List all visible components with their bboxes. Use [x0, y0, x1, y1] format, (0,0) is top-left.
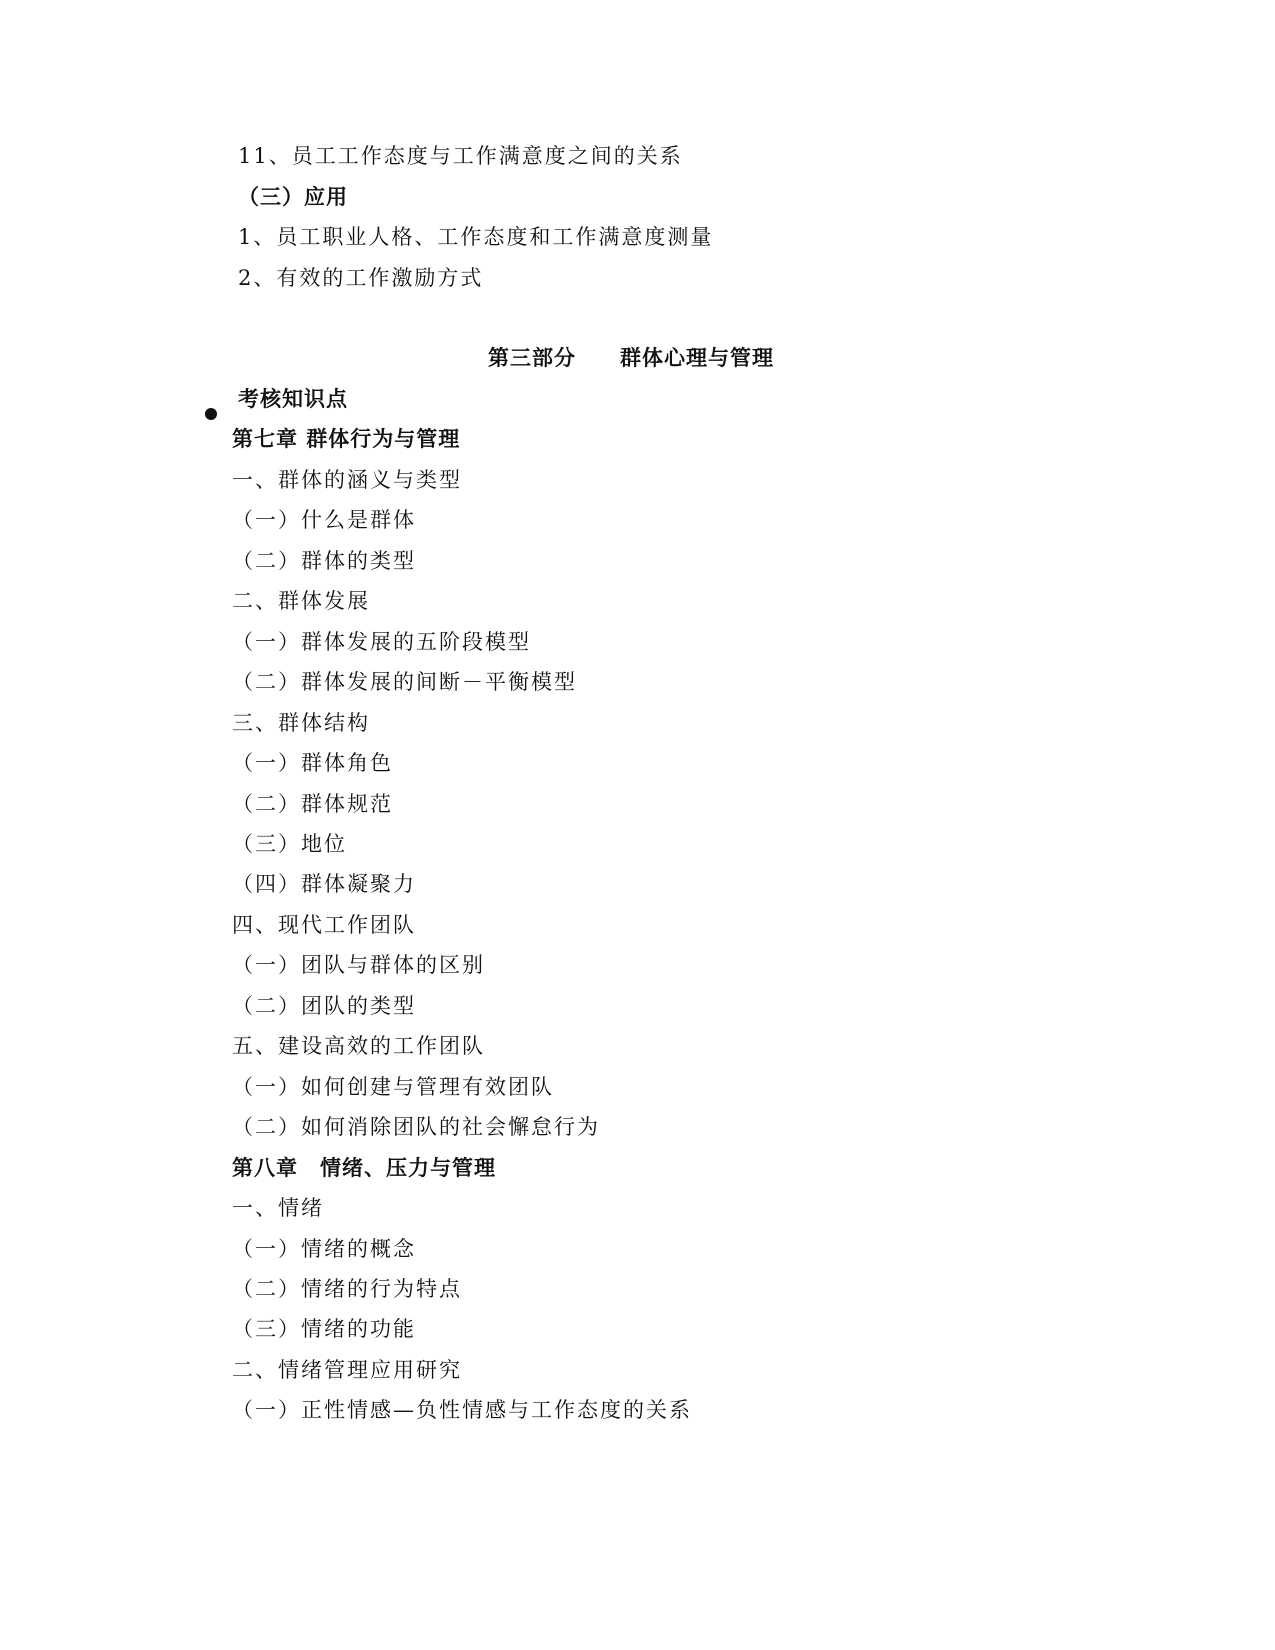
- list-item: 四、现代工作团队: [232, 913, 416, 937]
- list-item: 一、群体的涵义与类型: [232, 468, 462, 492]
- list-item: 二、群体发展: [232, 589, 370, 613]
- list-item: （一）群体发展的五阶段模型: [232, 630, 531, 654]
- list-item: （二）群体的类型: [232, 549, 416, 573]
- assess-heading: 考核知识点: [238, 387, 348, 411]
- chapter-title: 第八章 情绪、压力与管理: [232, 1156, 496, 1180]
- part-title: 第三部分 群体心理与管理: [488, 346, 774, 370]
- list-item: 一、情绪: [232, 1196, 324, 1220]
- list-item: （三）情绪的功能: [232, 1317, 416, 1341]
- list-item: （三）地位: [232, 832, 347, 856]
- list-item: （一）群体角色: [232, 751, 393, 775]
- section-heading: （三）应用: [238, 185, 348, 209]
- list-item: （二）团队的类型: [232, 994, 416, 1018]
- list-item: 1、员工职业人格、工作态度和工作满意度测量: [238, 225, 714, 249]
- list-item: （一）团队与群体的区别: [232, 953, 485, 977]
- list-item: （二）群体发展的间断－平衡模型: [232, 670, 577, 694]
- chapter-title: 第七章 群体行为与管理: [232, 427, 461, 451]
- list-item: 三、群体结构: [232, 711, 370, 735]
- list-item: （一）如何创建与管理有效团队: [232, 1075, 554, 1099]
- list-item: 五、建设高效的工作团队: [232, 1034, 485, 1058]
- list-item: 2、有效的工作激励方式: [238, 266, 484, 290]
- list-item: （一）正性情感—负性情感与工作态度的关系: [232, 1398, 692, 1422]
- list-item: （四）群体凝聚力: [232, 872, 416, 896]
- list-item: （二）如何消除团队的社会懈怠行为: [232, 1115, 600, 1139]
- list-item: （一）情绪的概念: [232, 1237, 416, 1261]
- list-item: （二）情绪的行为特点: [232, 1277, 462, 1301]
- list-item: 二、情绪管理应用研究: [232, 1358, 462, 1382]
- list-item: （一）什么是群体: [232, 508, 416, 532]
- list-item: （二）群体规范: [232, 792, 393, 816]
- bullet-icon: [205, 408, 217, 420]
- list-item: 11、员工工作态度与工作满意度之间的关系: [238, 144, 683, 168]
